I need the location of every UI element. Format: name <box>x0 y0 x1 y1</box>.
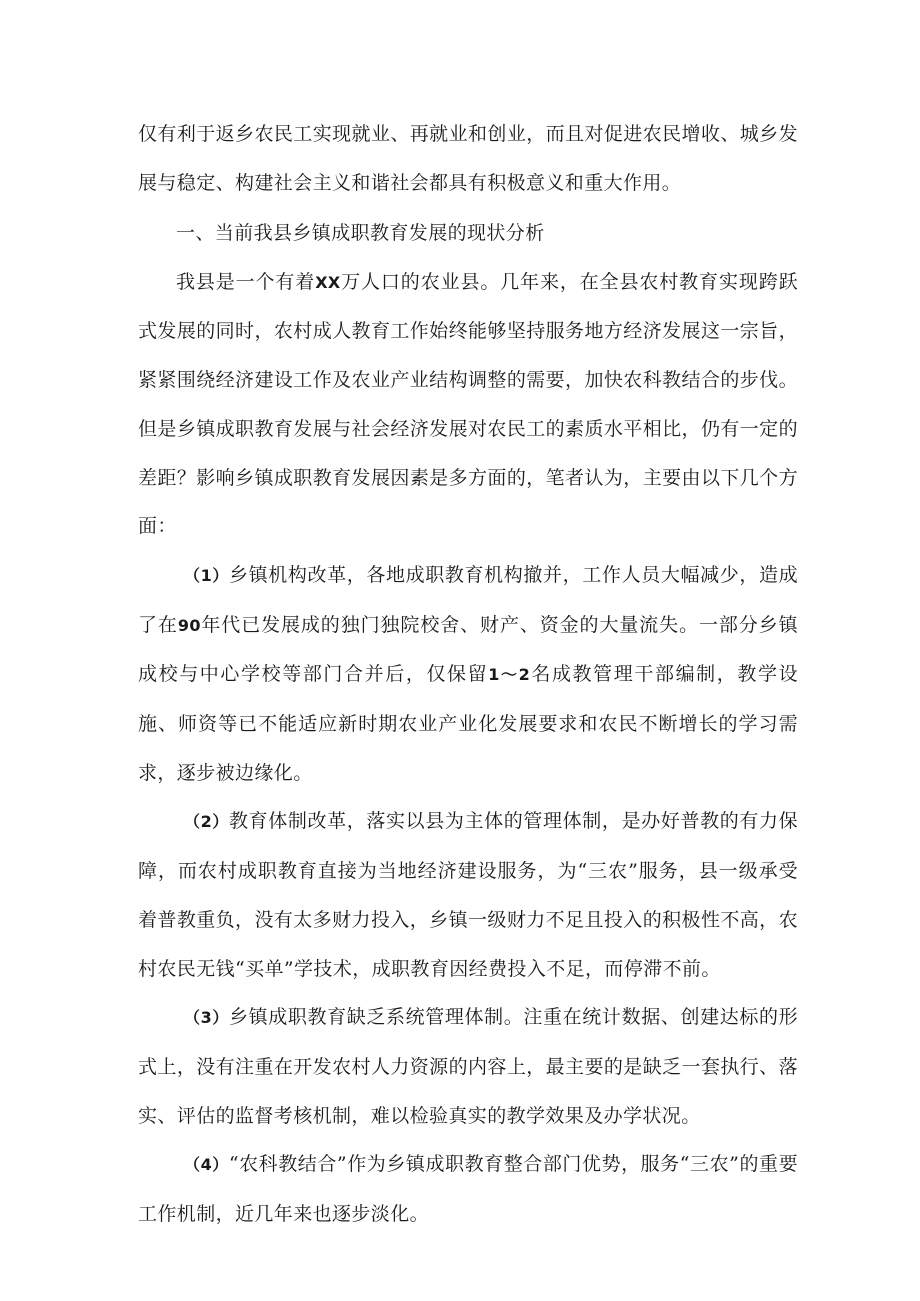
list-item-1 <box>138 551 798 798</box>
section-heading: 一、当前我县乡镇成职教育发展的现状分析 <box>176 222 545 244</box>
list-item-3 <box>138 993 798 1140</box>
item-2-number: （2） <box>184 812 230 832</box>
item-4-number: （4） <box>184 1155 229 1175</box>
item-3-text: 乡镇成职教育缺乏系统管理体制。注重在统计数据、创建达标的形式上，没有注重在开发农村人力资源的内容上，最主要的是缺乏一套执行、落实、评估的监督考核机制，难以检验真实的教学效果及办学状况。 <box>138 1006 798 1127</box>
overview-paragraph <box>138 258 798 551</box>
intro-paragraph: 仅有利于返乡农民工实现就业、再就业和创业，而且对促进农民增收、城乡发展与稳定、构建社会主义和谐社会都具有积极意义和重大作用。 <box>138 123 798 194</box>
item-1-number: （1） <box>184 565 230 585</box>
item-2-text: 教育体制改革，落实以县为主体的管理体制，是办好普教的有力保障，而农村成职教育直接为当地经济建设服务，为“三农”服务，县一级承受着普教重负，没有太多财力投入，乡镇一级财力不足且投入的积极性不高，农村农民无钱“买单”学技术，成职教育因经费投入不足，而停滞不前。 <box>138 810 798 980</box>
list-item-4 <box>138 1140 798 1238</box>
list-item-2 <box>138 797 798 993</box>
item-1-decade: 90 <box>177 615 201 635</box>
item-3-number: （3） <box>184 1008 230 1028</box>
item-1-text-1: 乡镇机构改革，各地成职教育机构撤并，工作人员大幅减少，造成了在 <box>138 563 798 636</box>
item-1-text-3: 名成教管理干部编制，教学设施、师资等已不能适应新时期农业产业化发展要求和农民不断增长的学习需求，逐步被边缘化。 <box>138 663 798 784</box>
overview-text-1: 我县是一个有着 <box>176 270 316 293</box>
intro-block <box>138 110 798 207</box>
item-1-text-2: 年代已发展成的独门独院校舍、财产、资金的大量流失。一部分乡镇成校与中心学校等部门合并后，仅保留 <box>138 613 798 686</box>
body-block <box>138 209 798 1239</box>
county-population-value: XX <box>315 272 341 292</box>
item-1-staff-count: 1～2 <box>488 665 531 685</box>
item-4-text: “农科教结合”作为乡镇成职教育整合部门优势，服务“三农”的重要工作机制，近几年来也逐步淡化。 <box>138 1153 798 1226</box>
overview-text-2: 万人口的农业县。几年来，在全县农村教育实现跨跃式发展的同时，农村成人教育工作始终能够坚持服务地方经济发展这一宗旨，紧紧围绕经济建设工作及农业产业结构调整的需要，加快农科教结合的步伐。但是乡镇成职教育发展与社会经济发展对农民工的素质水平相比，仍有一定的差距？影响乡镇成职教育发展因素是多方面的，笔者认为，主要由以下几个方面： <box>138 270 798 538</box>
